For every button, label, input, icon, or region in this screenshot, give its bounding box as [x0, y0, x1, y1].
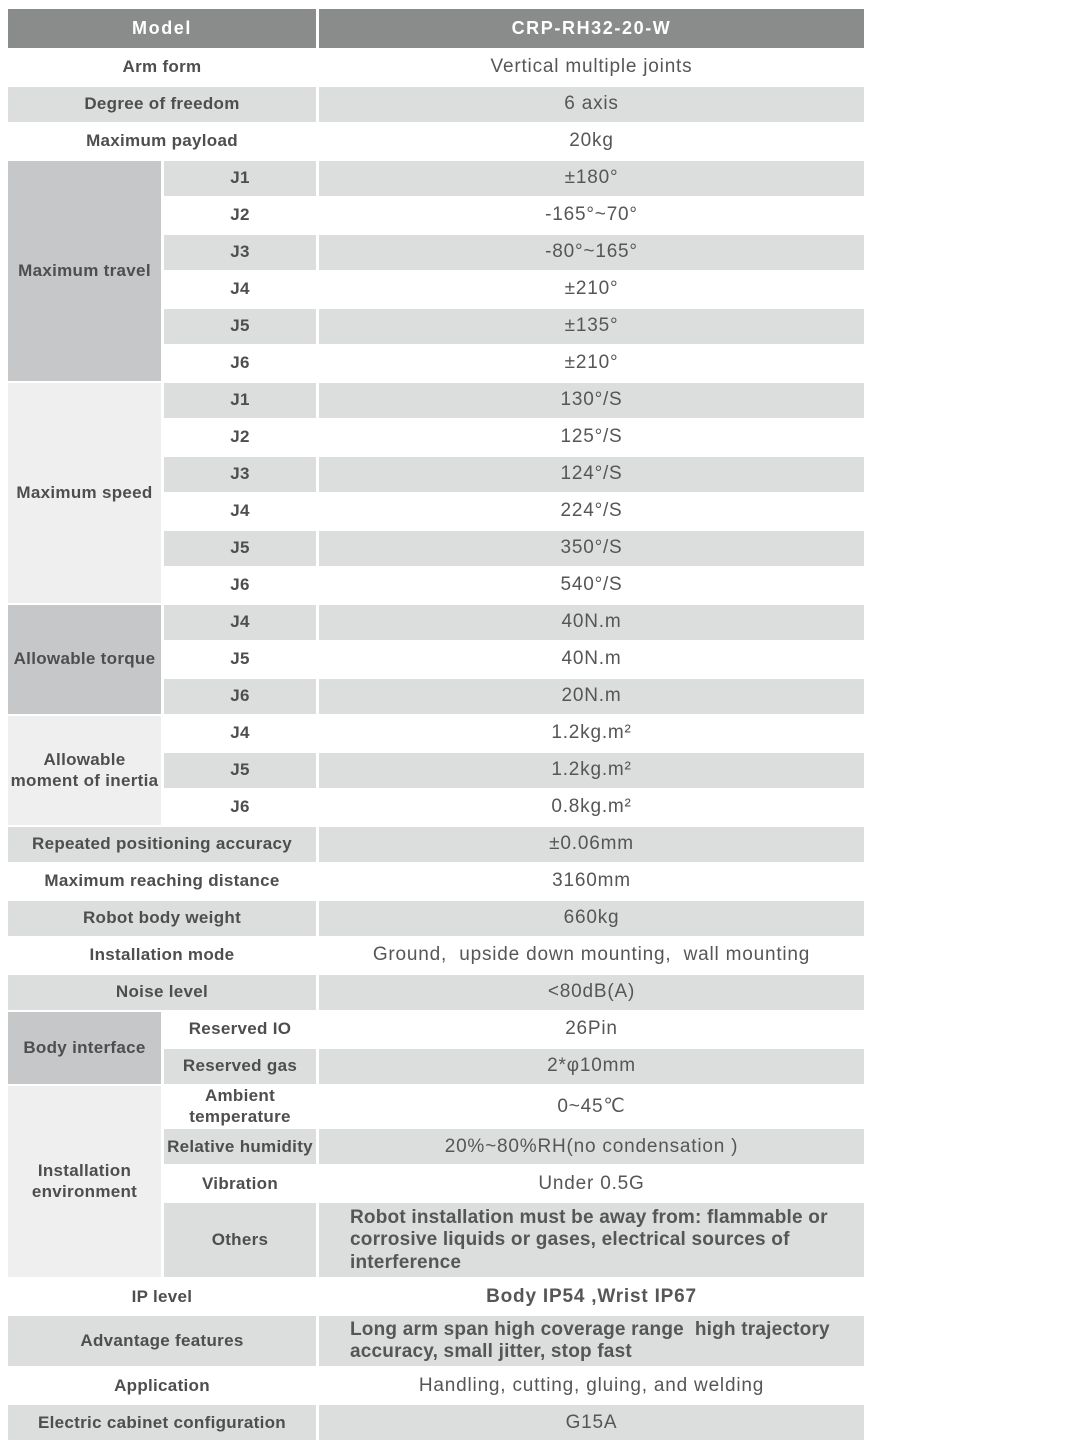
row-value-cell: Long arm span high coverage range high trajectory accuracy, small jitter, stop fast	[319, 1316, 864, 1366]
row-label-cell: Repeated positioning accuracy	[8, 827, 316, 862]
row-value-cell: 40N.m	[319, 605, 864, 640]
sub-label-cell: J4	[230, 279, 250, 299]
row-value-cell: 0~45℃	[557, 1095, 626, 1117]
row-value-cell: Handling, cutting, gluing, and welding	[418, 1374, 765, 1396]
row-value-cell: Vertical multiple joints	[490, 56, 693, 78]
group-label-cell: Maximum travel	[8, 161, 161, 381]
row-value-cell: ±210°	[564, 352, 619, 374]
row-value-cell: 26Pin	[565, 1018, 618, 1040]
sub-label-cell: J4	[230, 501, 250, 521]
sub-label-cell: J3	[164, 457, 316, 492]
sub-label-cell: Others	[164, 1203, 316, 1277]
table-row	[8, 938, 864, 973]
row-value-cell: G15A	[319, 1405, 864, 1440]
row-value-cell: 660kg	[319, 901, 864, 936]
sub-label-cell: J4	[230, 723, 250, 743]
header-model-label-cell: Model	[8, 9, 316, 48]
table-row	[8, 1086, 864, 1127]
sub-label-cell: J6	[230, 797, 250, 817]
group-label-cell: Body interface	[8, 1012, 161, 1084]
sub-label-cell: J6	[164, 679, 316, 714]
table-row	[8, 975, 864, 1010]
sub-label-cell: J1	[164, 383, 316, 418]
table-row	[8, 161, 864, 196]
row-value-cell: 20kg	[569, 130, 614, 152]
sub-label-cell: Relative humidity	[164, 1129, 316, 1164]
sub-label-cell: J6	[230, 353, 250, 373]
row-label-cell: Advantage features	[8, 1316, 316, 1366]
sub-label-cell: J3	[164, 235, 316, 270]
row-value-cell: 350°/S	[319, 531, 864, 566]
sub-label-cell: J4	[164, 605, 316, 640]
row-label-cell: Installation mode	[89, 945, 235, 965]
row-value-cell: 6 axis	[319, 87, 864, 122]
sub-label-cell: J5	[164, 753, 316, 788]
row-value-cell: 0.8kg.m²	[551, 796, 632, 818]
table-row	[8, 383, 864, 418]
sub-label-cell: J1	[164, 161, 316, 196]
group-label-cell: Maximum speed	[8, 383, 161, 603]
row-label-cell: Robot body weight	[8, 901, 316, 936]
row-label-cell: Noise level	[8, 975, 316, 1010]
table-row	[8, 87, 864, 122]
table-row	[8, 864, 864, 899]
sub-label-cell: J6	[230, 575, 250, 595]
sub-label-cell: Vibration	[201, 1173, 279, 1193]
row-label-cell: Degree of freedom	[8, 87, 316, 122]
row-label-cell: Maximum payload	[86, 131, 238, 151]
row-value-cell: -80°~165°	[319, 235, 864, 270]
sub-label-cell: J2	[230, 205, 250, 225]
row-value-cell: ±0.06mm	[319, 827, 864, 862]
row-value-cell: 224°/S	[560, 500, 623, 522]
table-row	[8, 827, 864, 862]
row-value-cell: ±210°	[564, 278, 619, 300]
row-label-cell: Maximum reaching distance	[44, 871, 280, 891]
row-label-cell: IP level	[131, 1286, 193, 1306]
sub-label-cell: J5	[230, 649, 250, 669]
row-label-cell: Application	[114, 1375, 210, 1395]
row-value-cell: 2*φ10mm	[319, 1049, 864, 1084]
row-value-cell: 540°/S	[560, 574, 623, 596]
row-value-cell: 40N.m	[561, 648, 622, 670]
row-value-cell: 1.2kg.m²	[551, 722, 632, 744]
table-row	[8, 1405, 864, 1440]
row-value-cell: -165°~70°	[545, 204, 638, 226]
row-value-cell: ±135°	[319, 309, 864, 344]
sub-label-cell: J5	[164, 531, 316, 566]
row-label-cell: Electric cabinet configuration	[8, 1405, 316, 1440]
sub-label-cell: Reserved IO	[188, 1019, 292, 1039]
row-value-cell: <80dB(A)	[319, 975, 864, 1010]
row-value-cell: 20N.m	[319, 679, 864, 714]
table-row	[8, 1279, 864, 1314]
group-label-cell: Allowable moment of inertia	[8, 716, 161, 825]
table-row	[8, 901, 864, 936]
row-value-cell: 125°/S	[560, 426, 623, 448]
table-row	[8, 124, 864, 159]
sub-label-cell: Ambient temperature	[189, 1086, 291, 1126]
group-label-cell: Allowable torque	[8, 605, 161, 714]
row-label-cell: Arm form	[122, 57, 202, 77]
row-value-cell: Under 0.5G	[538, 1172, 645, 1194]
row-value-cell: Robot installation must be away from: flammable or corrosive liquids or gases, electrical sources of interference	[319, 1203, 864, 1277]
sub-label-cell: J2	[230, 427, 250, 447]
table-row	[8, 1012, 864, 1047]
row-value-cell: 1.2kg.m²	[319, 753, 864, 788]
sub-label-cell: Reserved gas	[164, 1049, 316, 1084]
table-row	[8, 605, 864, 640]
row-value-cell: 124°/S	[319, 457, 864, 492]
row-value-cell: 3160mm	[552, 870, 631, 892]
row-value-cell: Ground, upside down mounting, wall mounting	[372, 944, 811, 966]
row-value-cell: 130°/S	[319, 383, 864, 418]
row-value-cell: Body IP54 ,Wrist IP67	[486, 1285, 697, 1307]
sub-label-cell: J5	[164, 309, 316, 344]
table-row	[8, 716, 864, 751]
row-value-cell: ±180°	[319, 161, 864, 196]
group-label-cell: Installation environment	[8, 1086, 161, 1277]
table-row	[8, 1316, 864, 1366]
table-row	[8, 50, 864, 85]
table-header-row	[8, 9, 864, 48]
spec-table	[5, 7, 867, 1442]
header-model-value-cell: CRP-RH32-20-W	[319, 9, 864, 48]
table-row	[8, 1368, 864, 1403]
row-value-cell: 20%~80%RH(no condensation )	[319, 1129, 864, 1164]
